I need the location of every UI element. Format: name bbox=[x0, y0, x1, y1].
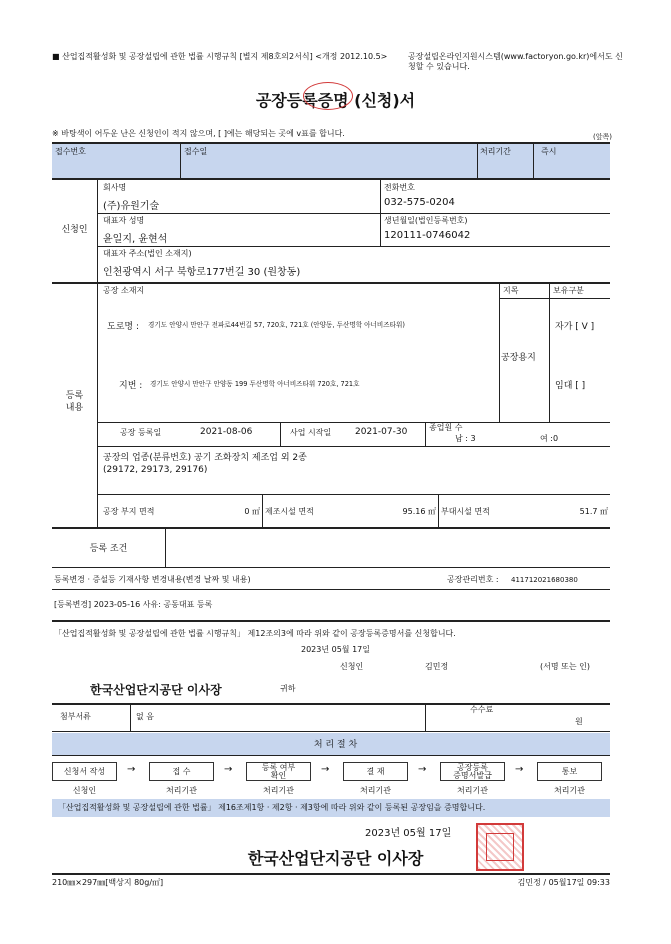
arrow-icon: → bbox=[418, 764, 427, 775]
land-category-value: 공장용지 bbox=[501, 353, 536, 363]
step-receipt: 접 수 bbox=[149, 762, 214, 781]
attachments-label: 첨부서류 bbox=[60, 712, 91, 721]
registration-date-label: 공장 등록일 bbox=[120, 428, 162, 437]
instruction-text: ※ 바탕색이 어두운 난은 신청인이 적지 않으며, [ ]에는 해당되는 곳에 v표를 합니다. bbox=[52, 129, 345, 138]
paper-spec: 210㎜×297㎜[백상지 80g/㎡] bbox=[52, 878, 164, 887]
certification-issuer: 한국산업단지공단 이사장 bbox=[247, 849, 424, 868]
site-area-value: 0 ㎡ bbox=[244, 507, 260, 516]
auxiliary-area-value: 51.7 ㎡ bbox=[579, 507, 608, 516]
management-number-label: 공장관리번호 : bbox=[447, 575, 499, 584]
industry-label: 공장의 업종(분류번호) 공기 조화장치 제조업 외 2종 bbox=[103, 453, 307, 463]
arrow-icon: → bbox=[127, 764, 136, 775]
representative-label: 대표자 성명 bbox=[103, 216, 145, 225]
attachments-value: 없 음 bbox=[136, 712, 154, 721]
step-actor: 처리기관 bbox=[263, 786, 294, 795]
fee-label: 수수료 bbox=[470, 705, 494, 714]
change-entry: [등록변경] 2023-05-16 사유: 공동대표 등록 bbox=[54, 600, 213, 609]
declaration-statement: 「산업집적활성화 및 공장설립에 관한 법률 시행규칙」 제12조의3에 따라 위와 같이 공장등록증명서를 신청합니다. bbox=[54, 629, 456, 638]
declaration-addressee: 한국산업단지공단 이사장 bbox=[90, 683, 222, 697]
arrow-icon: → bbox=[321, 764, 330, 775]
employees-label: 종업원 수 bbox=[429, 423, 463, 432]
fee-unit: 원 bbox=[575, 717, 583, 726]
manufacturing-area-value: 95.16 ㎡ bbox=[402, 507, 436, 516]
female-employees: 여 :0 bbox=[540, 434, 559, 443]
receipt-number-label: 접수번호 bbox=[55, 147, 86, 156]
address-label: 대표자 주소(법인 소재지) bbox=[103, 249, 192, 258]
step-notification: 통보 bbox=[537, 762, 602, 781]
start-date-value: 2021-07-30 bbox=[355, 427, 408, 437]
certification-date: 2023년 05월 17일 bbox=[365, 828, 452, 839]
male-employees: 남 : 3 bbox=[455, 434, 476, 443]
arrow-icon: → bbox=[224, 764, 233, 775]
regulation-note: ■ 산업집적활성화 및 공장설립에 관한 법률 시행규칙 [별지 제8호의2서식] <개정 2012.10.5> bbox=[52, 52, 388, 61]
start-date-label: 사업 시작일 bbox=[290, 428, 332, 437]
receipt-row bbox=[52, 143, 610, 178]
address-value: 인천광역시 서구 북항로177번길 30 (원창동) bbox=[103, 267, 301, 278]
registration-date-value: 2021-08-06 bbox=[200, 427, 253, 437]
step-actor: 신청인 bbox=[72, 786, 97, 795]
land-category-label: 지목 bbox=[503, 286, 519, 295]
registration-section-label: 등록 내용 bbox=[65, 391, 84, 413]
step-approval: 결 재 bbox=[343, 762, 408, 781]
step-application: 신청서 작성 bbox=[52, 762, 117, 781]
industry-codes: (29172, 29173, 29176) bbox=[103, 465, 208, 475]
online-note: 공장설립온라인지원시스템(www.factoryon.go.kr)에서도 신청할 수 있습니다. bbox=[408, 52, 623, 71]
site-area-label: 공장 부지 면적 bbox=[103, 507, 155, 516]
company-value: (주)유원기술 bbox=[103, 201, 160, 212]
ownership-lease-checkbox[interactable]: 임대 [ ] bbox=[555, 381, 586, 391]
page-side: (앞쪽) bbox=[593, 133, 612, 141]
birth-value: 120111-0746042 bbox=[384, 230, 471, 241]
processing-period-label: 처리기간 bbox=[480, 147, 511, 156]
signature-label: (서명 또는 인) bbox=[540, 662, 590, 671]
declaration-applicant-name: 김민정 bbox=[425, 662, 449, 671]
auxiliary-area-label: 부대시설 면적 bbox=[441, 507, 490, 516]
road-address-value: 경기도 안양시 만안구 전파로44번길 57, 720호, 721호 (안양동, 두산명학 아너비즈타워) bbox=[148, 321, 405, 329]
declaration-applicant-label: 신청인 bbox=[340, 662, 364, 671]
step-issuance: 공장등록 증명서발급 bbox=[440, 762, 505, 781]
step-actor: 처리기관 bbox=[360, 786, 391, 795]
ownership-own-checkbox[interactable]: 자가 [ V ] bbox=[555, 322, 595, 332]
step-actor: 처리기관 bbox=[166, 786, 197, 795]
procedure-title: 처 리 절 차 bbox=[313, 740, 358, 750]
step-review: 등록 여부 확인 bbox=[246, 762, 311, 781]
lot-address-value: 경기도 안양시 만안구 안양동 199 두산명학 아너비즈타워 720호, 721호 bbox=[150, 380, 360, 388]
company-label: 회사명 bbox=[103, 183, 127, 192]
management-number-value: 411712021680380 bbox=[511, 576, 578, 584]
issued-by: 김민정 / 05월17일 09:33 bbox=[517, 878, 610, 887]
title-circle-mark bbox=[303, 82, 353, 110]
manufacturing-area-label: 제조시설 면적 bbox=[265, 507, 314, 516]
receipt-date-label: 접수일 bbox=[184, 147, 208, 156]
factory-location-label: 공장 소재지 bbox=[103, 286, 145, 295]
declaration-honorific: 귀하 bbox=[280, 684, 296, 693]
conditions-label: 등록 조건 bbox=[89, 544, 128, 554]
phone-value: 032-575-0204 bbox=[384, 197, 455, 208]
lot-address-label: 지번 : bbox=[119, 381, 143, 391]
processing-period-value: 즉시 bbox=[541, 147, 557, 156]
certification-statement: 「산업집적활성화 및 공장설립에 관한 법률」 제16조제1항 · 제2항 · 제3항에 따라 위와 같이 등록된 공장임을 증명합니다. bbox=[58, 803, 486, 812]
applicant-section-label: 신청인 bbox=[61, 225, 88, 235]
arrow-icon: → bbox=[515, 764, 524, 775]
phone-label: 전화번호 bbox=[384, 183, 415, 192]
road-address-label: 도로명 : bbox=[107, 322, 139, 332]
page-title: 공장등록증명 (신청)서 bbox=[255, 91, 416, 110]
step-actor: 처리기관 bbox=[457, 786, 488, 795]
ownership-label: 보유구분 bbox=[553, 286, 584, 295]
declaration-date: 2023년 05월 17일 bbox=[301, 645, 370, 654]
changes-label: 등록변경 · 증설등 기재사항 변경내용(변경 날짜 및 내용) bbox=[54, 575, 251, 584]
official-seal-stamp bbox=[476, 823, 524, 871]
representative-value: 윤일지, 윤현석 bbox=[103, 234, 168, 245]
birth-label: 생년월일(법인등록번호) bbox=[384, 216, 468, 225]
step-actor: 처리기관 bbox=[554, 786, 585, 795]
